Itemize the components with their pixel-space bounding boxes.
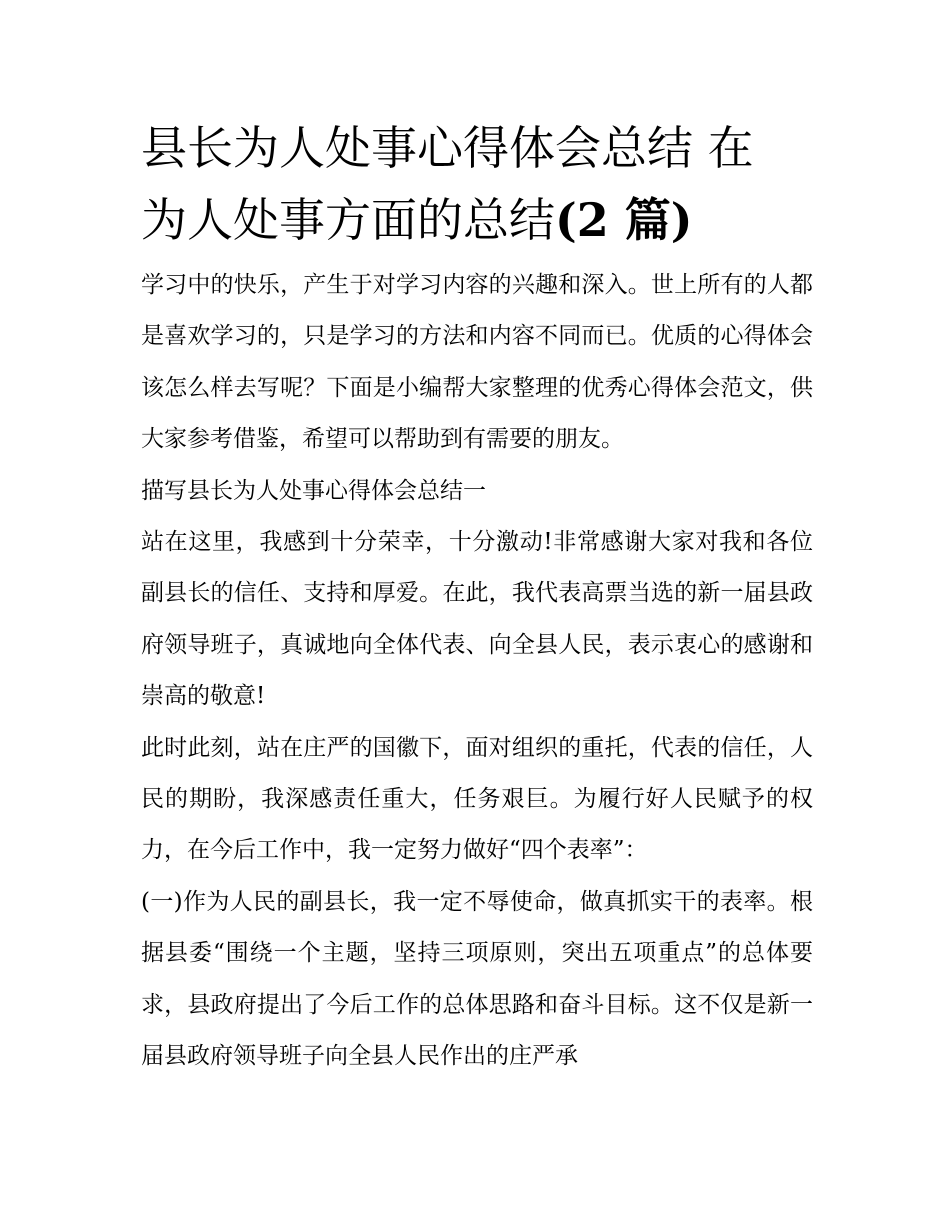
section-heading: 描写县长为人处事心得体会总结一	[141, 477, 486, 504]
title-line-1: 县长为人处事心得体会总结 在	[141, 121, 754, 175]
body-paragraph: 站在这里，我感到十分荣幸，十分激动!非常感谢大家对我和各位副县长的信任、支持和厚爱。在此，我代表高票当选的新一届县政府领导班子，真诚地向全体代表、向全县人民，表示衷心的感谢和崇高的敬意!	[141, 529, 813, 710]
title-line-2: 为人处事方面的总结	[141, 193, 555, 247]
document-title	[141, 112, 813, 256]
body-paragraph: 此时此刻，站在庄严的国徽下，面对组织的重托，代表的信任，人民的期盼，我深感责任重大，任务艰巨。为履行好人民赋予的权力，在今后工作中，我一定努力做好“四个表率”：	[141, 734, 813, 864]
document-body	[141, 260, 813, 1083]
intro-paragraph: 学习中的快乐，产生于对学习内容的兴趣和深入。世上所有的人都是喜欢学习的，只是学习的方法和内容不同而已。优质的心得体会该怎么样去写呢？下面是小编帮大家整理的优秀心得体会范文，供大家参考借鉴，希望可以帮助到有需要的朋友。	[141, 272, 813, 453]
body-paragraph: (一)作为人民的副县长，我一定不辱使命，做真抓实干的表率。根据县委“围绕一个主题，坚持三项原则，突出五项重点”的总体要求，县政府提出了今后工作的总体思路和奋斗目标。这不仅是新一届县政府领导班子向全县人民作出的庄严承	[141, 888, 813, 1070]
document-content	[141, 112, 813, 1083]
title-count: (2 篇)	[555, 193, 693, 247]
